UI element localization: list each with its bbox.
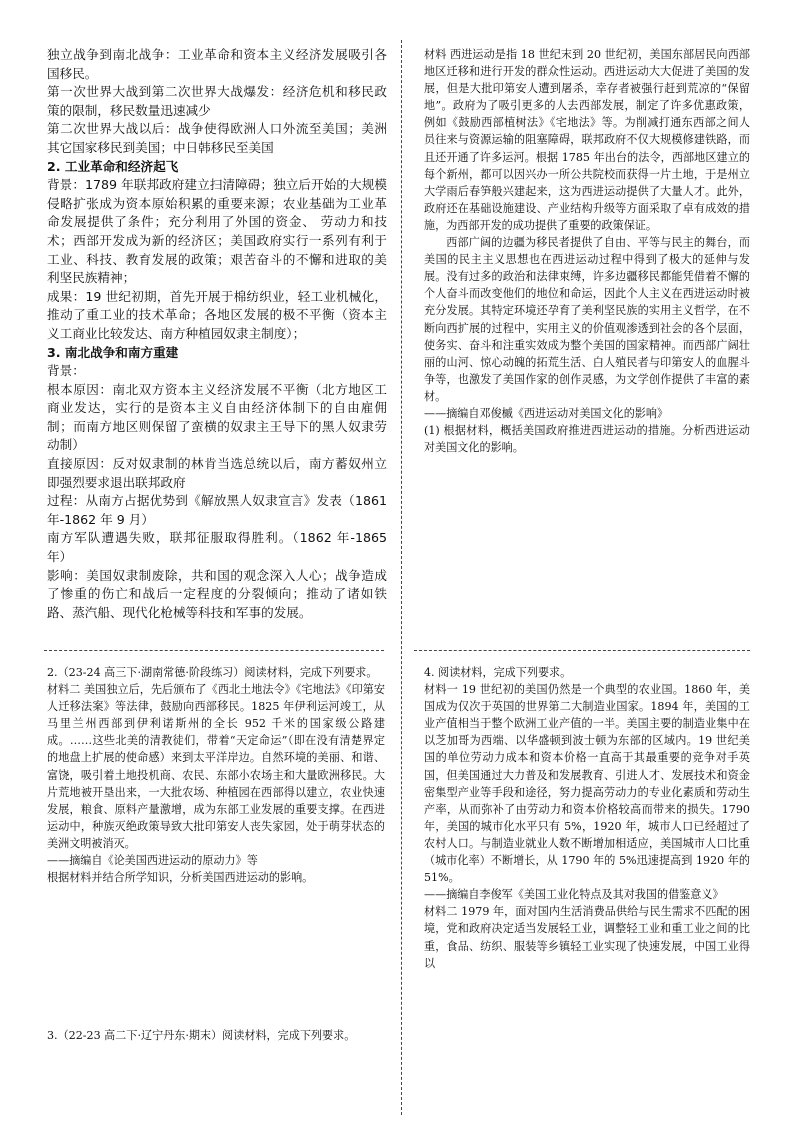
question-3-task: (1) 根据材料，概括美国政府推进西进运动的措施。分析西进运动对美国文化的影响。 xyxy=(424,424,750,455)
question-2-task: 根据材料并结合所学知识，分析美国西进运动的影响。 xyxy=(47,871,314,885)
question-4-stem: 4. 阅读材料，完成下列要求。 xyxy=(424,666,572,679)
note-civil-war-background: 背景： xyxy=(47,363,85,379)
note-process: 过程：从南方占据优势到《解放黑人奴隶宣言》发表（1861 年-1862 年 9 月） xyxy=(47,493,387,527)
question-4-material-1: 材料一 19 世纪初的美国仍然是一个典型的农业国。1860 年，美国成为仅次于英国的世界第二大制造业国家。1894 年，美国的工业产值相当于整个欧洲工业产值的一半。美国主要的制造业集中在以芝加哥为西端、以华盛顿到波士顿为东部的区域内。19 世纪美国的单位劳动力成本和资本价格一直高于其最重要的竞争对手英国，但美国通过大力普及和发展教育、引进人才、发展技术和资金密集型产业等手段和途径，努力提高劳动力的专业化素质和劳动生产率，从而弥补了由劳动力和资本价格较高而带来的损失。1790 年，美国的城市化水平只有 5%，1920 年，城市人口已经超过了农村人口。与制造业就业人数不断增加相适应，美国城市人口比重（城市化率）不断增长，从 1790 年的 5%迅速提高到 1920 年的 51%。 xyxy=(424,683,750,885)
column-divider xyxy=(401,40,402,1115)
question-4-source: ——摘编自李俊军《美国工业化特点及其对我国的借鉴意义》 xyxy=(424,888,724,902)
question-3-material xyxy=(424,46,750,456)
notes-us-history xyxy=(47,46,387,622)
material-source: ——摘编自邓俊槭《西进运动对美国文化的影响》 xyxy=(424,406,669,420)
question-2-source: ——摘编自《论美国西进运动的原动力》等 xyxy=(47,854,258,868)
note-immigration-1: 独立战争到南北战争：工业革命和资本主义经济发展吸引各国移民。 xyxy=(47,47,387,81)
heading-civil-war: 3. 南北战争和南方重建 xyxy=(47,344,179,360)
question-3-stem: 3.（22-23 高二下·辽宁丹东·期末）阅读材料，完成下列要求。 xyxy=(47,1029,356,1042)
material-westward-policies: 材料 西进运动是指 18 世纪末到 20 世纪初，美国东部居民向西部地区迁移和进行开发的群众性运动。西进运动大大促进了美国的发展，但是大批印第安人遭到屠杀，幸存者被强行赶到荒凉的“保留地”。政府为了吸引更多的人去西部发展，制定了许多优惠政策，例如《鼓励西部植树法》《宅地法》等。为削减打通东西部之间人员往来与资源运输的阻塞障碍，联邦政府不仅大规模修建铁路，而且还开通了许多运河。根据 1785 年出台的法令，西部地区建立的每个新州，都可以因兴办一所公共院校而获得一片土地，于是州立大学雨后春笋般兴建起来，这为西进运动提供了大量人才。此外，政府还在基础设施建设、产业结构升级等方面采取了卓有成效的措施，为西部开发的成功提供了重要的政策保证。 xyxy=(424,48,750,232)
question-4 xyxy=(424,664,750,972)
note-direct-cause: 直接原因：反对奴隶制的林肯当选总统以后，南方蓄奴州立即强烈要求退出联邦政府 xyxy=(47,456,387,490)
section-divider-left xyxy=(44,650,384,651)
question-3 xyxy=(47,1027,385,1044)
note-immigration-3: 第二次世界大战以后：战争使得欧洲人口外流至美国；美洲其它国家移民到美国；中日韩移民至美国 xyxy=(47,121,387,155)
heading-industrial-revolution: 2. 工业革命和经济起飞 xyxy=(47,158,179,174)
note-impact: 影响：美国奴隶制废除，共和国的观念深入人心；战争造成了惨重的伤亡和战后一定程度的分裂倾向；推动了诸如铁路、蒸汽船、现代化枪械等科技和军事的发展。 xyxy=(47,567,387,620)
note-immigration-2: 第一次世界大战到第二次世界大战爆发：经济危机和移民政策的限制，移民数量迅速减少 xyxy=(47,84,387,118)
question-2 xyxy=(47,664,385,886)
question-2-material: 材料二 美国独立后，先后颁布了《西北土地法令》《宅地法》《印第安人迁移法案》等法律，鼓励向西部移民。1825 年伊利运河竣工，从马里兰州西部到伊利诺斯州的全长 952 千米的国家级公路建成。……这些北美的清教徒们，带着“天定命运”（即在没有清楚界定的地盘上扩展的使命感）来到太平洋岸边。自然环境的美丽、和谐、富饶，吸引着土地投机商、农民、东部小农场主和大量欧洲移民。大片荒地被开垦出来，一大批农场、种植园在西部得以建立，农业快速发展，粮食、原料产量激增，成为东部工业发展的重要支撑。在西进运动中，种族灭绝政策导致大批印第安人丧失家园，处于萌芽状态的美洲文明被消灭。 xyxy=(47,683,385,850)
question-4-material-2: 材料二 1979 年，面对国内生活消费品供给与民生需求不匹配的困境，党和政府决定适当发展轻工业，调整轻工业和重工业之间的比重，食品、纺织、服装等乡镇轻工业实现了快速发展，中国工业得以 xyxy=(424,905,750,970)
note-industrial-results: 成果：19 世纪初期，首先开展于棉纺织业，轻工业机械化，推动了重工业的技术革命；各地区发展的极不平衡（资本主义工商业比较发达、南方种植园奴隶主制度）； xyxy=(47,288,387,341)
note-root-cause: 根本原因：南北双方资本主义经济发展不平衡（北方地区工商业发达，实行的是资本主义自由经济体制下的自由雇佣制；而南方地区则保留了蛮横的奴隶主王导下的黑人奴隶劳动制） xyxy=(47,381,387,453)
note-industrial-background: 背景：1789 年联邦政府建立扫清障碍；独立后开始的大规模侵略扩张成为资本原始积累的重要来源；农业基础为工业革命发展提供了条件；充分利用了外国的资金、 劳动力和技术；西部开发成为新的经济区；美国政府实行一系列有利于工业、科技、教育发展的政策；艰苦奋斗的不懈和进取的美利坚民族精神； xyxy=(47,177,387,286)
section-divider-right xyxy=(414,650,750,651)
material-westward-culture: 西部广阔的边疆为移民者提供了自由、平等与民主的舞台，而美国的民主主义思想也在西进运动过程中得到了极大的延伸与发展。没有过多的政治和法律束缚，许多边疆移民都能凭借着不懈的个人奋斗而改变他们的地位和命运，因此个人主义在西进运动时被充分发展。其特定环境还孕育了美利坚民族的实用主义哲学，在不断向西扩展的过程中，实用主义的价值观渗透到社会的各个层面，使务实、奋斗和注重实效成为整个美国的国家精神。而西部广阔壮丽的山河、惊心动魄的拓荒生活、白人殖民者与印第安人的血腥斗争等，也激发了美国作家的创作灵感，为文学创作提供了丰富的素材。 xyxy=(424,236,750,403)
question-2-stem: 2.（23-24 高三下·湖南常德·阶段练习）阅读材料，完成下列要求。 xyxy=(47,666,378,679)
note-victory: 南方军队遭遇失败，联邦征服取得胜利。（1862 年-1865 年） xyxy=(47,530,387,565)
